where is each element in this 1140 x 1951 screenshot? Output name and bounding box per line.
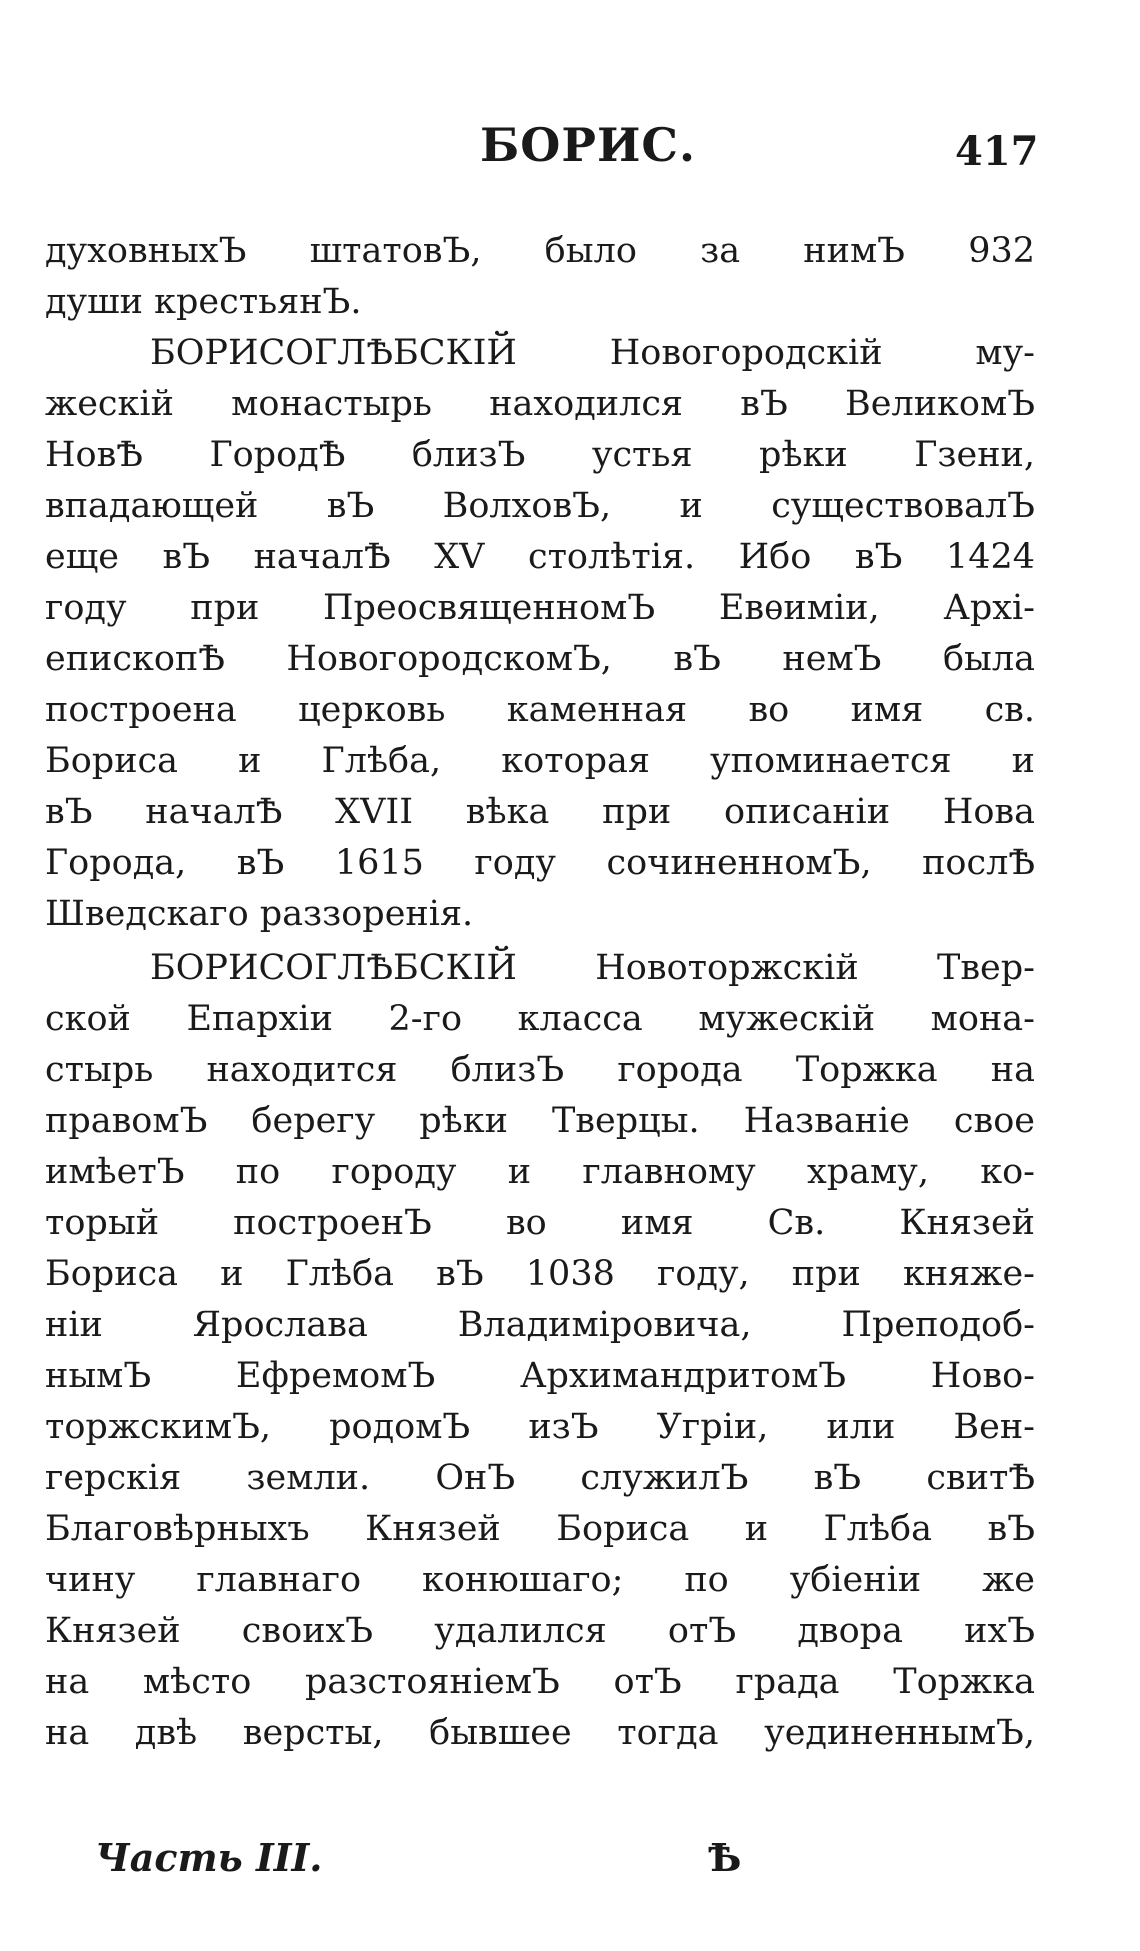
text-line: чину главнаго конюшаго; по убіеніи же bbox=[45, 1560, 1035, 1600]
text-line: еще вЪ началѢ XV столѣтія. Ибо вЪ 1424 bbox=[45, 537, 1035, 577]
entry-heading-line: БОРИСОГЛѢБСКІЙ Новоторжскій Твер- bbox=[150, 948, 1035, 988]
text-line: на мѣсто разстояніемЪ отЪ града Торжка bbox=[45, 1662, 1035, 1702]
text-line: имѣетЪ по городу и главному храму, ко- bbox=[45, 1152, 1035, 1192]
text-line: впадающей вЪ ВолховЪ, и существовалЪ bbox=[45, 486, 1035, 526]
text-line: нымЪ ЕфремомЪ АрхимандритомЪ Ново- bbox=[45, 1356, 1035, 1396]
text-line: Благовѣрныхъ Князей Бориса и Глѣба вЪ bbox=[45, 1509, 1035, 1549]
text-line: построена церковь каменная во имя св. bbox=[45, 690, 1035, 730]
text-line: торжскимЪ, родомЪ изЪ Угріи, или Вен- bbox=[45, 1407, 1035, 1447]
running-head: БОРИС. bbox=[480, 118, 697, 172]
text-line: вЪ началѢ XVII вѣка при описаніи Нова bbox=[45, 792, 1035, 832]
text-line: Шведскаго раззоренія. bbox=[45, 894, 474, 934]
text-line: Бориса и Глѣба вЪ 1038 году, при княже- bbox=[45, 1254, 1035, 1294]
text-line: ніи Ярослава Владиміровича, Преподоб- bbox=[45, 1305, 1035, 1345]
catchword: Ѣ bbox=[708, 1835, 742, 1880]
text-line: НовѢ ГородѢ близЪ устья рѣки Гзени, bbox=[45, 435, 1035, 475]
signature-mark: Часть III. bbox=[95, 1835, 323, 1880]
text-line: жескій монастырь находился вЪ ВеликомЪ bbox=[45, 384, 1035, 424]
text-line: Города, вЪ 1615 году сочиненномЪ, послѢ bbox=[45, 843, 1035, 883]
text-line: Бориса и Глѣба, которая упоминается и bbox=[45, 741, 1035, 781]
text-line: ской Епархіи 2-го класса мужескій мона- bbox=[45, 999, 1035, 1039]
text-line: Князей своихЪ удалился отЪ двора ихЪ bbox=[45, 1611, 1035, 1651]
text-line: году при ПреосвященномЪ Евѳиміи, Архі- bbox=[45, 588, 1035, 628]
text-line: души крестьянЪ. bbox=[45, 282, 362, 322]
text-line: на двѣ версты, бывшее тогда уединеннымЪ, bbox=[45, 1713, 1035, 1753]
text-line: правомЪ берегу рѣки Тверцы. Названіе свое bbox=[45, 1101, 1035, 1141]
text-line: герскія земли. ОнЪ служилЪ вЪ свитѢ bbox=[45, 1458, 1035, 1498]
text-line: торый построенЪ во имя Св. Князей bbox=[45, 1203, 1035, 1243]
page-number: 417 bbox=[955, 128, 1039, 175]
entry-heading-line: БОРИСОГЛѢБСКІЙ Новогородскій му- bbox=[150, 333, 1035, 373]
text-line: духовныхЪ штатовЪ, было за нимЪ 932 bbox=[45, 231, 1035, 271]
text-line: епископѢ НовогородскомЪ, вЪ немЪ была bbox=[45, 639, 1035, 679]
text-line: стырь находится близЪ города Торжка на bbox=[45, 1050, 1035, 1090]
